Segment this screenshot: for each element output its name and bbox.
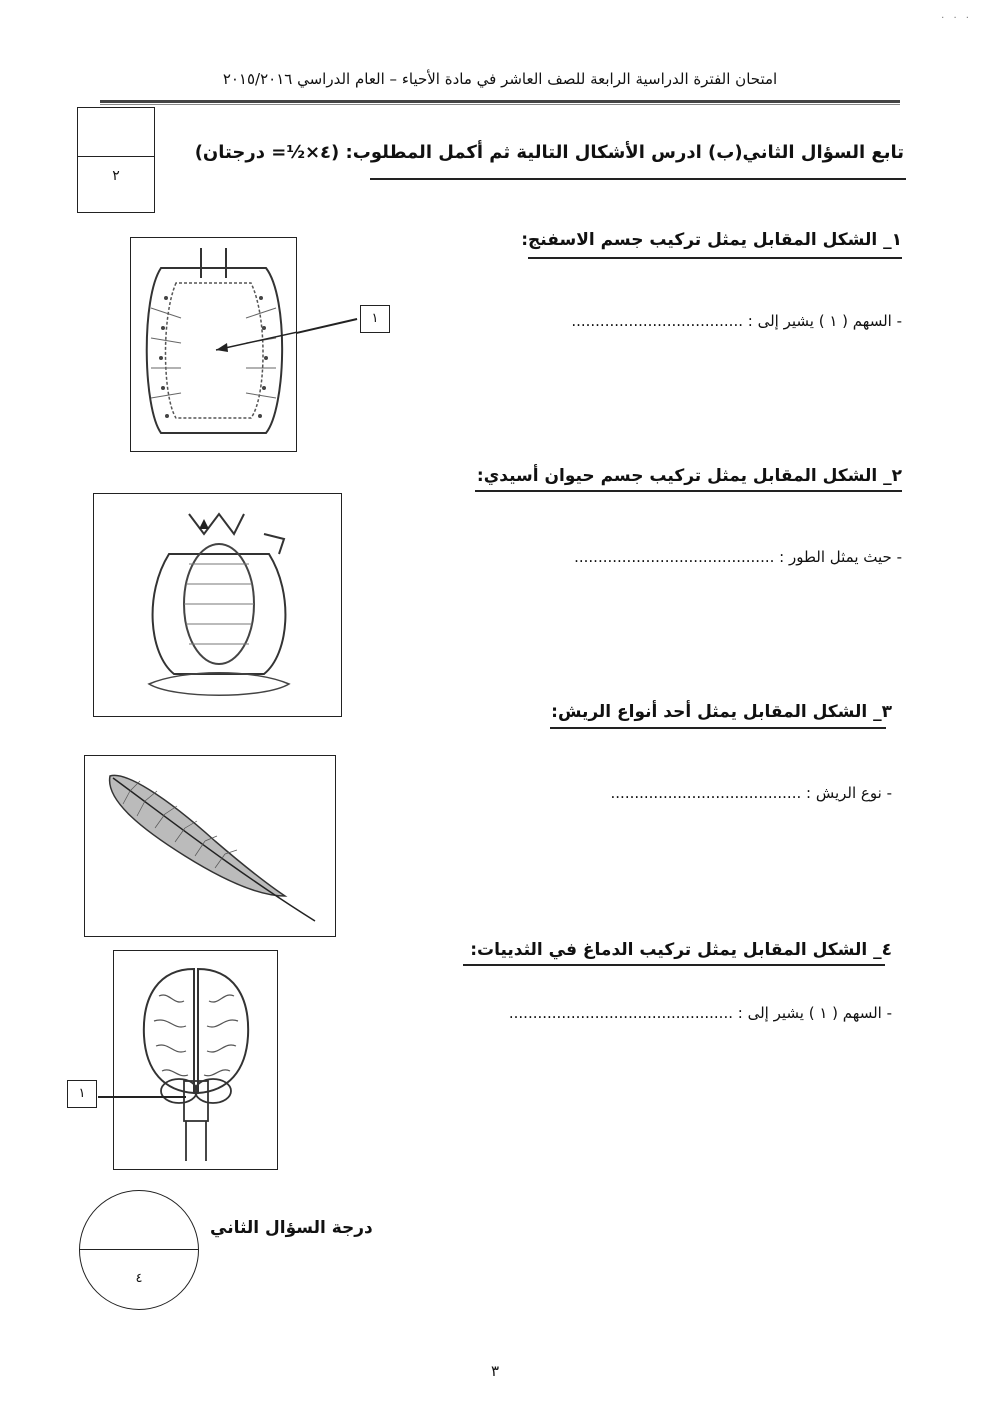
item-1-heading: ١_ الشكل المقابل يمثل تركيب جسم الاسفنج: — [521, 230, 902, 250]
ascidian-diagram-icon — [94, 494, 341, 716]
item-4-line — [509, 1004, 892, 1022]
item-3-line — [611, 784, 892, 802]
score-box-value: ٢ — [112, 168, 120, 184]
ascidian-figure — [93, 493, 342, 717]
feather-diagram-icon — [85, 756, 335, 936]
sponge-diagram-icon — [131, 238, 296, 451]
item-2-line — [574, 548, 902, 566]
score-box — [77, 107, 155, 213]
item-3-answer-blank[interactable]: ........................................ — [610, 784, 802, 802]
question-title-underline — [370, 178, 906, 180]
exam-header: امتحان الفترة الدراسية الرابعة للصف العاشر في مادة الأحياء – العام الدراسي ٢٠١٥/٢٠١٦ — [222, 70, 778, 88]
item-2-answer-blank[interactable]: .......................................... — [574, 548, 775, 566]
item-1-label: - السهم ( ١ ) يشير إلى : — [747, 312, 902, 330]
item-1-heading-underline — [528, 257, 902, 259]
header-rule-thin — [100, 104, 900, 105]
brain-diagram-icon — [114, 951, 277, 1169]
grade-circle-label: درجة السؤال الثاني — [210, 1218, 373, 1238]
item-1-line — [571, 312, 902, 330]
item-4-answer-blank[interactable]: ............................................... — [508, 1004, 733, 1022]
corner-marks: . . . — [941, 10, 972, 21]
sponge-arrow-line — [296, 318, 357, 333]
item-2-heading-underline — [475, 490, 902, 492]
score-box-divider — [78, 156, 154, 157]
page-number: ٣ — [490, 1362, 500, 1380]
header-rule — [100, 100, 900, 103]
brain-figure — [113, 950, 278, 1170]
item-3-heading-underline — [550, 727, 886, 729]
item-2-label: - حيث يمثل الطور : — [779, 548, 902, 566]
sponge-label-box: ١ — [360, 305, 390, 333]
grade-circle — [79, 1190, 199, 1310]
grade-circle-value: ٤ — [135, 1271, 143, 1286]
question-title: تابع السؤال الثاني(ب) ادرس الأشكال التالية ثم أكمل المطلوب: (٤×½= درجتان) — [194, 142, 904, 163]
feather-figure — [84, 755, 336, 937]
item-3-label: - نوع الريش : — [806, 784, 892, 802]
item-3-heading: ٣_ الشكل المقابل يمثل أحد أنواع الريش: — [551, 702, 892, 722]
item-4-heading-underline — [463, 964, 885, 966]
item-2-heading: ٢_ الشكل المقابل يمثل تركيب جسم حيوان أسيدي: — [476, 466, 902, 486]
item-4-label: - السهم ( ١ ) يشير إلى : — [737, 1004, 892, 1022]
brain-arrow-line — [98, 1096, 186, 1098]
brain-label-box: ١ — [67, 1080, 97, 1108]
item-1-answer-blank[interactable]: .................................... — [571, 312, 743, 330]
item-4-heading: ٤_ الشكل المقابل يمثل تركيب الدماغ في الثدييات: — [470, 940, 892, 960]
grade-circle-divider — [80, 1249, 198, 1250]
sponge-figure — [130, 237, 297, 452]
